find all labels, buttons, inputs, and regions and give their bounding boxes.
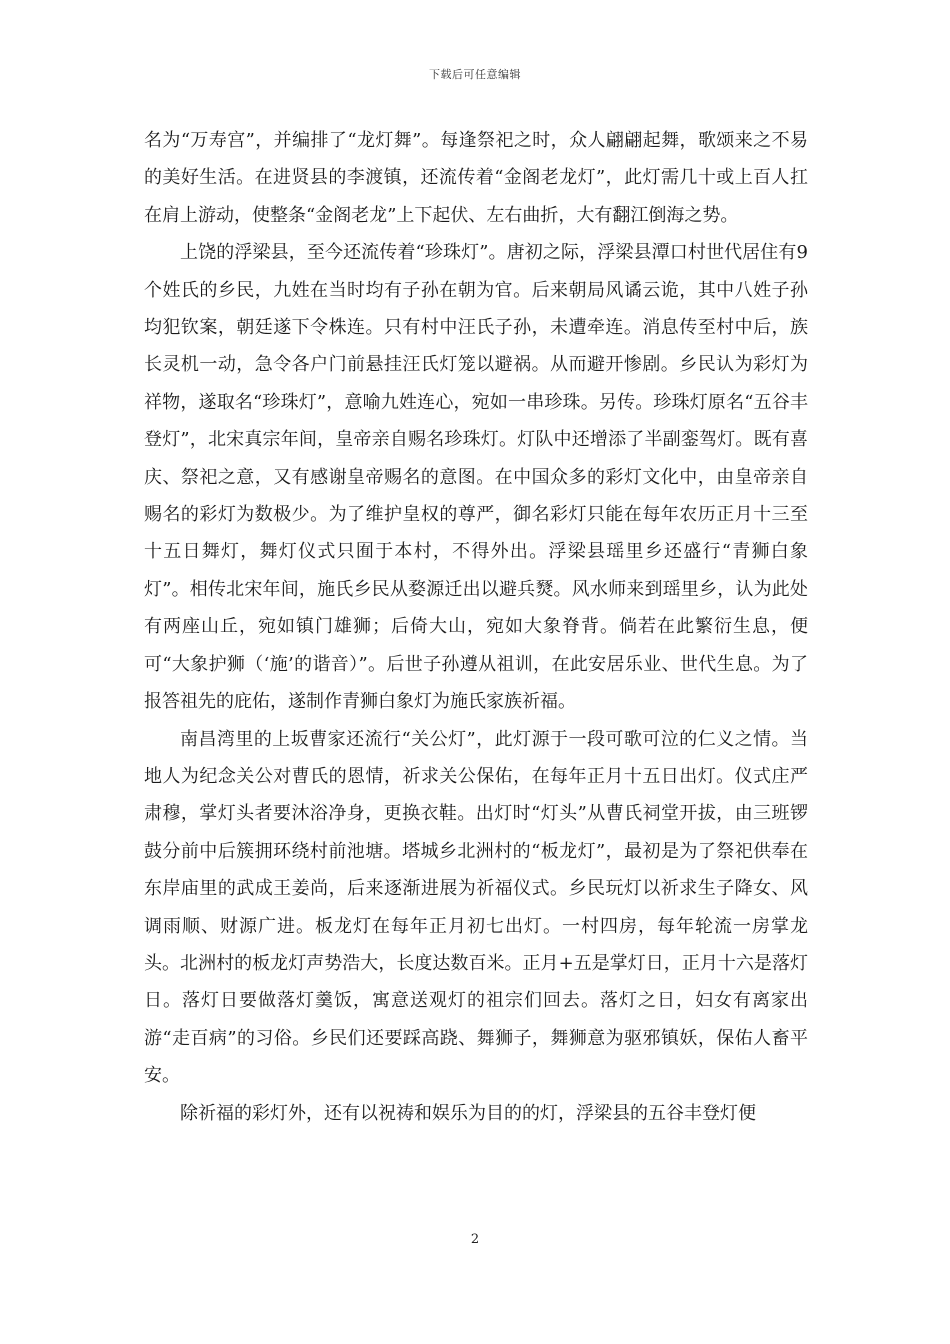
paragraph-zhenzhu-lantern: 上饶的浮梁县，至今还流传着“珍珠灯”。唐初之际，浮梁县潭口村世代居住有9个姓氏的乡民，九姓在当时均有子孙在朝为官。后来朝局风谲云诡，其中八姓子孙均犯钦案，朝廷遂下令株连。只有村中汪氏子孙，未遭牵连。消息传至村中后，族长灵机一动，急令各户门前悬挂汪氏灯笼以避祸。从而避开惨剧。乡民认为彩灯为祥物，遂取名“珍珠灯”，意喻九姓连心，宛如一串珍珠。另传。珍珠灯原名“五谷丰登灯”，北宋真宗年间，皇帝亲自赐名珍珠灯。灯队中还增添了半副銮驾灯。既有喜庆、祭祀之意，又有感谢皇帝赐名的意图。在中国众多的彩灯文化中，由皇帝亲自赐名的彩灯为数极少。为了维护皇权的尊严，御名彩灯只能在每年农历正月十三至十五日舞灯，舞灯仪式只囿于本村，不得外出。浮梁县瑶里乡还盛行“青狮白象灯”。相传北宋年间，施氏乡民从婺源迁出以避兵燹。风水师来到瑶里乡，认为此处有两座山丘，宛如镇门雄狮；后倚大山，宛如大象脊背。倘若在此繁衍生息，便可“大象护狮（‘施’的谐音）”。后世子孙遵从祖训，在此安居乐业、世代生息。为了报答祖先的庇佑，遂制作青狮白象灯为施氏家族祈福。 bbox=[144, 242, 808, 713]
page-number: 2 bbox=[470, 1232, 480, 1247]
paragraph-continuation: 名为“万寿宫”，并编排了“龙灯舞”。每逢祭祀之时，众人翩翩起舞，歌颂来之不易的美好生活。在进贤县的李渡镇，还流传着“金阁老龙灯”，此灯需几十或上百人扛在肩上游动，使整条“金阁老龙”上下起伏、左右曲折，大有翻江倒海之势。 bbox=[144, 130, 808, 226]
page-header: 下载后可任意编辑 bbox=[429, 68, 521, 81]
body-text bbox=[144, 122, 808, 1132]
paragraph-blessing-lantern: 除祈福的彩灯外，还有以祝祷和娱乐为目的的灯，浮梁县的五谷丰登灯便 bbox=[180, 1102, 756, 1124]
paragraph-guangong-lantern: 南昌湾里的上坂曹家还流行“关公灯”，此灯源于一段可歌可泣的仁义之情。当地人为纪念关公对曹氏的恩情，祈求关公保佑，在每年正月十五日出灯。仪式庄严肃穆，掌灯头者要沐浴净身，更换衣鞋。出灯时“灯头”从曹氏祠堂开拔，由三班锣鼓分前中后簇拥环绕村前池塘。塔城乡北洲村的“板龙灯”，最初是为了祭祀供奉在东岸庙里的武成王姜尚，后来逐渐进展为祈福仪式。乡民玩灯以祈求生子降女、风调雨顺、财源广进。板龙灯在每年正月初七出灯。一村四房，每年轮流一房掌龙头。北洲村的板龙灯声势浩大，长度达数百米。正月+五是掌灯日，正月十六是落灯日。落灯日要做落灯羹饭，寓意送观灯的祖宗们回去。落灯之日，妇女有离家出游“走百病”的习俗。乡民们还要踩高跷、舞狮子，舞狮意为驱邪镇妖，保佑人畜平安。 bbox=[144, 728, 808, 1087]
